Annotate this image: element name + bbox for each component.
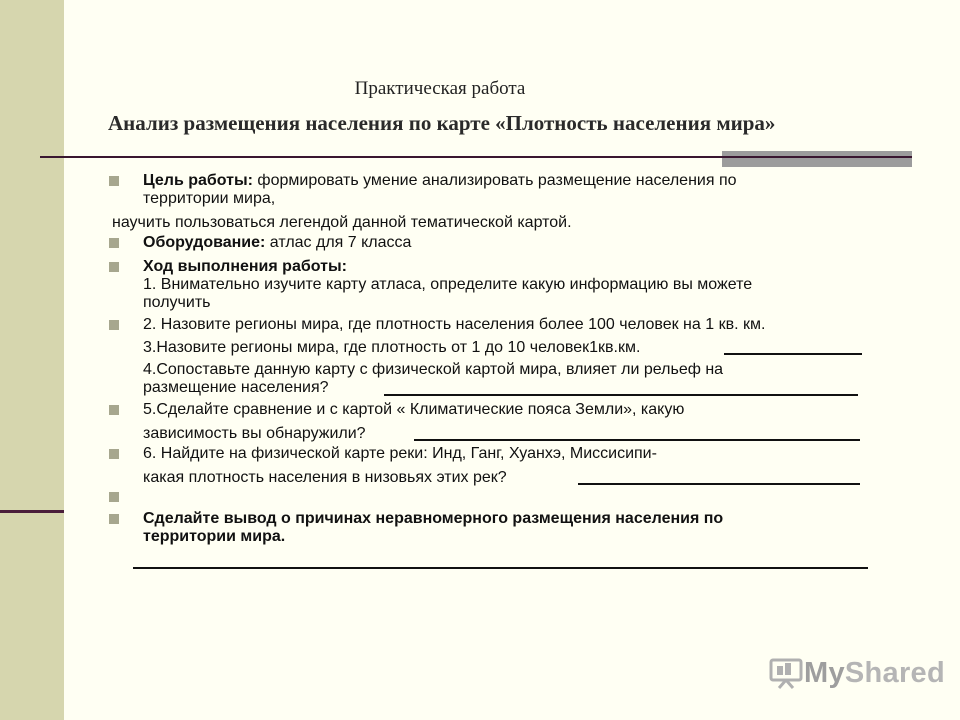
step6-line1: 6. Найдите на физической карте реки: Инд, Ганг, Хуанхэ, Миссисипи- bbox=[143, 445, 657, 462]
answer-blank bbox=[578, 483, 860, 485]
step3-line: 3.Назовите регионы мира, где плотность от 1 до 10 человек1кв.км. bbox=[143, 339, 641, 356]
bullet-icon bbox=[109, 514, 119, 524]
conclusion-line2: территории мира. bbox=[143, 528, 286, 545]
equipment-text: атлас для 7 класса bbox=[265, 234, 412, 251]
equipment-label: Оборудование: bbox=[143, 234, 266, 251]
goal-text: формировать умение анализировать размещение населения по bbox=[252, 172, 737, 189]
slide-subtitle: Практическая работа bbox=[354, 78, 526, 99]
watermark-shared: Shared bbox=[844, 656, 946, 689]
bullet-icon bbox=[109, 449, 119, 459]
title-grey-bar bbox=[722, 149, 912, 167]
answer-blank bbox=[384, 394, 858, 396]
slide-title: Анализ размещения населения по карте «Плотность населения мира» bbox=[108, 111, 776, 135]
bullet-icon bbox=[109, 238, 119, 248]
step4-line1: 4.Сопоставьте данную карту с физической картой мира, влияет ли рельеф на bbox=[143, 361, 724, 378]
sidebar-accent-line bbox=[0, 510, 64, 513]
presentation-icon bbox=[768, 657, 804, 689]
step6-line2: какая плотность населения в низовьях этих рек? bbox=[143, 469, 507, 486]
bullet-icon bbox=[109, 262, 119, 272]
goal-line-2: территории мира, bbox=[143, 190, 276, 207]
step1-line1: 1. Внимательно изучите карту атласа, определите какую информацию вы можете bbox=[143, 276, 753, 293]
step2-line: 2. Назовите регионы мира, где плотность населения более 100 человек на 1 кв. км. bbox=[143, 316, 766, 333]
step1-line2: получить bbox=[143, 294, 211, 311]
answer-blank bbox=[724, 353, 862, 355]
progress-label: Ход выполнения работы: bbox=[143, 258, 347, 275]
equipment-line bbox=[143, 234, 411, 251]
myshared-watermark bbox=[768, 658, 945, 688]
left-sidebar bbox=[0, 0, 64, 720]
step5-line1: 5.Сделайте сравнение и с картой « Климатические пояса Земли», какую bbox=[143, 401, 685, 418]
goal-label: Цель работы: bbox=[143, 172, 253, 189]
answer-blank bbox=[133, 567, 868, 569]
bullet-icon bbox=[109, 320, 119, 330]
title-rule bbox=[40, 156, 912, 158]
watermark-my: My bbox=[804, 656, 845, 689]
conclusion-line1: Сделайте вывод о причинах неравномерного размещения населения по bbox=[143, 510, 724, 527]
goal-line bbox=[143, 172, 737, 189]
step4-line2: размещение населения? bbox=[143, 379, 329, 396]
answer-blank bbox=[414, 439, 860, 441]
bullet-icon bbox=[109, 405, 119, 415]
step5-line2: зависимость вы обнаружили? bbox=[143, 425, 366, 442]
watermark-text bbox=[804, 657, 945, 690]
bullet-icon bbox=[109, 176, 119, 186]
goal-line-3: научить пользоваться легендой данной тематической картой. bbox=[112, 214, 572, 231]
bullet-icon bbox=[109, 492, 119, 502]
